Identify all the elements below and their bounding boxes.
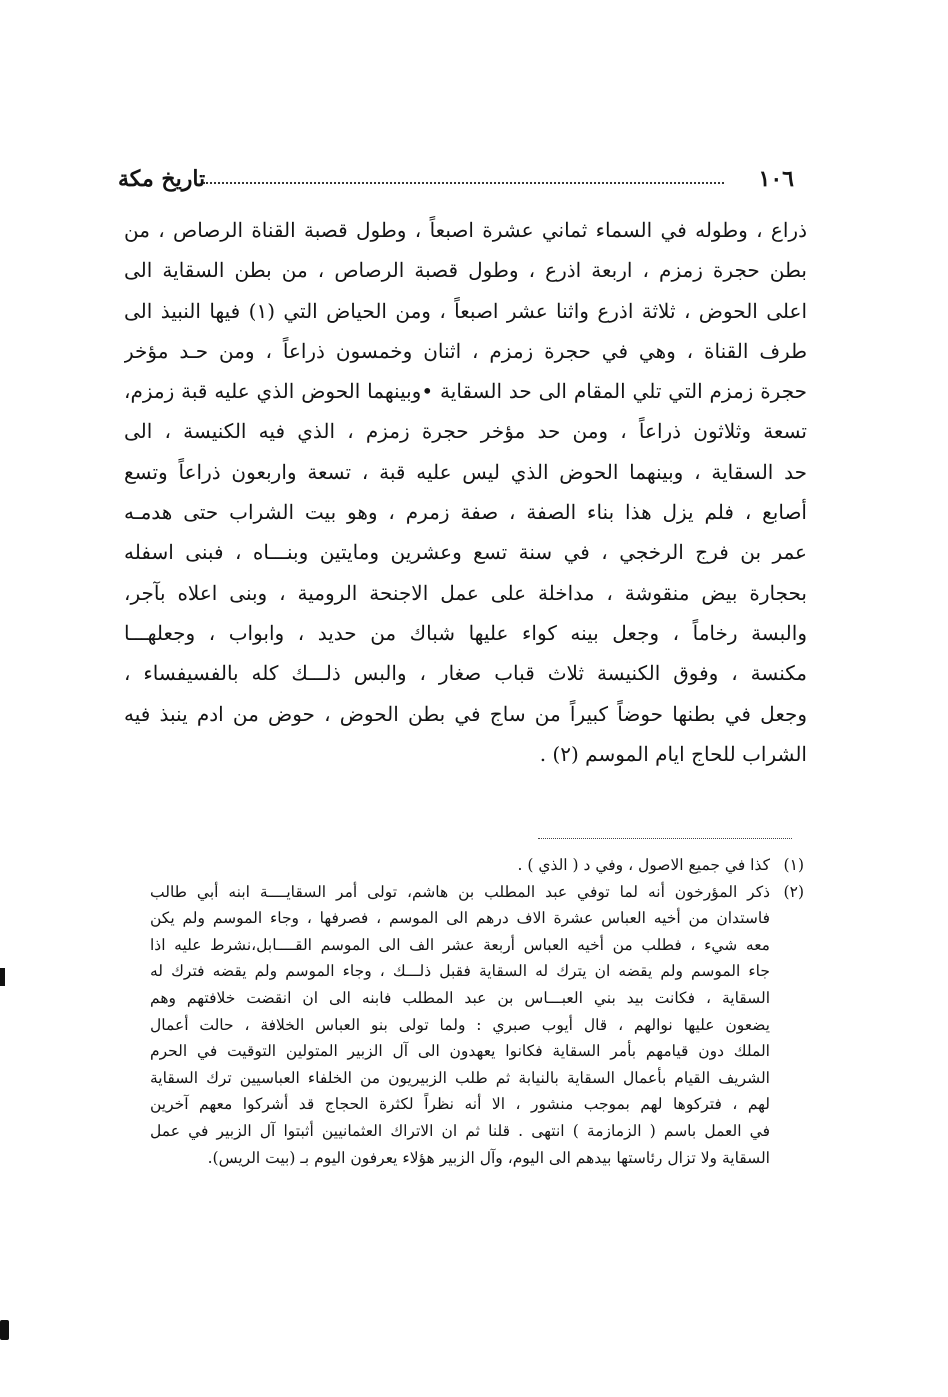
footnote-line: في العمل باسم ( الزمازمة ) انتهى . قلنا ثم ان الاتراك العثمانيين أثبتوا آل الزبير في عمل xyxy=(150,1121,770,1140)
footnote-line: السقاية ، فكانت بيد بني العبـــاس بن عبد المطلب فابنه الى ان انقضت خلافتهم وهم xyxy=(150,988,770,1007)
scan-edge-mark xyxy=(0,968,5,986)
footnote-line: كذا في جميع الاصول ، وفي د ( الذي ) . xyxy=(517,856,770,874)
main-text xyxy=(124,210,807,774)
text-line: بحجارة بيض منقوشة ، مداخلة على عمل الاجنحة الرومية ، وبنى اعلاه بآجر، xyxy=(124,580,807,605)
scan-edge-mark xyxy=(0,1320,9,1340)
footnote-1 xyxy=(150,852,804,879)
text-line: مكنسة ، وفوق الكنيسة ثلاث قباب صغار ، والبس ذلـــك كله بالفسيفساء ، xyxy=(124,661,807,686)
running-header xyxy=(118,166,794,196)
footnote-2 xyxy=(150,879,804,1172)
footnote-line: الشريف القيام بأعمال السقاية بالنيابة ثم طلب الزبيريون من الخلفاء العباسيين ترك السقاية xyxy=(150,1068,770,1087)
footnotes xyxy=(150,852,804,1171)
footnote-line: لهم ، فتركوها لهم بموجب منشور ، الا أنه نظراً لكثرة الحجاج قد أشركوا معهم آخرين xyxy=(150,1095,770,1114)
header-dotted-leader xyxy=(203,182,724,184)
text-line: حجرة زمزم التي تلي المقام الى حد السقاية •وبينهما الحوض الذي عليه قبة زمزم، xyxy=(124,379,807,404)
footnote-separator xyxy=(538,838,792,839)
text-line: عمر بن فرج الرخجي ، في سنة تسع وعشرين ومايتين وبنـــاه ، فبنى اسفله xyxy=(124,540,807,565)
footnote-line: معه شيء ، فطلب من أخيه العباس أربعة عشر الف الى الموسم القــــابل،نشرط عليه اذا xyxy=(150,935,770,954)
running-title: تاريخ مكة xyxy=(118,166,206,192)
page-number: ١٠٦ xyxy=(758,166,794,192)
footnote-number: (٢) xyxy=(783,882,804,901)
footnote-line: جاء الموسم ولم يقضه ان يترك له السقاية فقبل ذلـــك ، وجاء الموسم ولم يقضه فترك له xyxy=(150,962,770,981)
footnote-number: (١) xyxy=(783,856,804,874)
text-line: ذراع ، وطوله في السماء ثماني عشرة اصبعاً ، وطول قصبة القناة الرصاص ، من xyxy=(124,218,807,242)
footnote-line: يضعون عليها نوالهم ، قال أيوب صبري : ولما تولى بنو العباس الخلافة ، حالت أعمال xyxy=(150,1015,770,1034)
text-line: وجعل في بطنها حوضاً كبيراً من ساج في بطن الحوض ، حوض من ادم ينبذ فيه xyxy=(124,701,807,726)
text-line: أصابع ، فلم يزل هذا بناء الصفة ، صفة زمرم ، وهو بيت الشراب حتى هدمـه xyxy=(124,500,807,525)
text-line: بطن حجرة زمزم ، اربعة اذرع ، وطول قصبة الرصاص ، من بطن السقاية الى xyxy=(124,258,807,283)
text-line: طرف القناة ، وهي في حجرة زمزم ، اثنان وخمسون ذراعاً ، ومن حـد مؤخر xyxy=(124,338,807,363)
text-line: الشراب للحاج ايام الموسم (٢) . xyxy=(539,741,807,766)
footnote-line: فاستدان من أخيه العباس عشرة الاف درهم الى الموسم ، فصرفها ، وجاء الموسم ولم يكن xyxy=(150,909,770,928)
footnote-line: الملك دون قيامهم بأمر السقاية فكانوا يعهدون الى آل الزبير المتولين التوقيت في الحرم xyxy=(150,1042,770,1061)
text-line: والبسة رخاماً ، وجعل بينه كواء عليها شباك من حديد ، وابواب ، وجعلهـــا xyxy=(124,620,807,645)
text-line: تسعة وثلاثون ذراعاً ، ومن حد مؤخر حجرة زمزم ، الذي فيه الكنيسة ، الى xyxy=(124,419,807,444)
footnote-line: السقاية ولا تزال رئاستها بيدهم الى اليوم، وآل الزبير هؤلاء يعرفون اليوم بـ (بيت الريس). xyxy=(207,1148,770,1167)
text-line: حد السقاية ، وبينهما الحوض الذي ليس عليه قبة ، تسعة واربعون ذراعاً وتسع xyxy=(124,459,807,484)
text-line: اعلى الحوض ، ثلاثة اذرع واثنا عشر اصبعاً ، ومن الحياض التي (١) فيها النبيذ الى xyxy=(124,298,807,323)
footnote-line: ذكر المؤرخون أنه لما توفي عبد المطلب بن هاشم، تولى أمر السقايــــة ابنه أبي طالب xyxy=(150,882,770,901)
